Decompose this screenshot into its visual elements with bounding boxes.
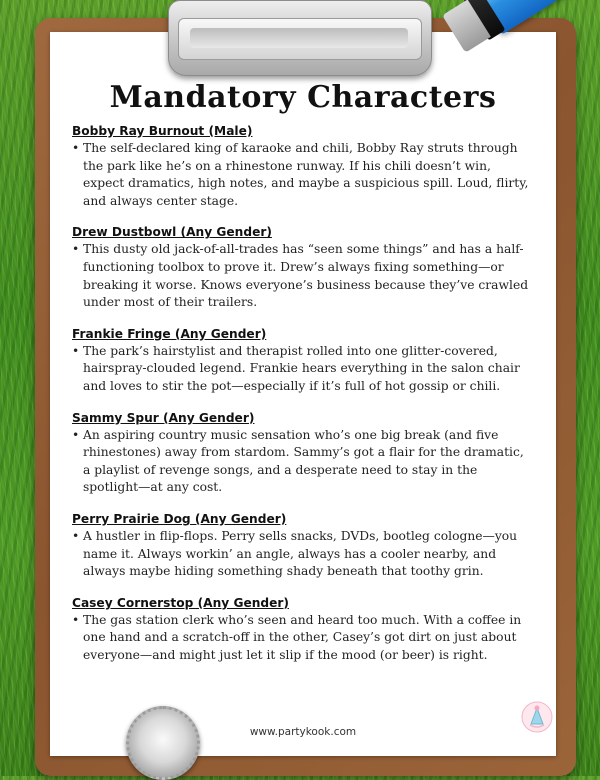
bullet-icon: • xyxy=(72,612,80,627)
clip-slot-inner xyxy=(190,28,408,48)
character-name: Perry Prairie Dog (Any Gender) xyxy=(72,511,287,526)
character-entry xyxy=(72,596,532,665)
character-name: Casey Cornerstop (Any Gender) xyxy=(72,595,289,610)
bullet-icon: • xyxy=(72,427,80,442)
page-title: Mandatory Characters xyxy=(109,80,497,115)
character-description-block xyxy=(72,427,532,497)
character-description-block xyxy=(72,612,532,665)
character-list xyxy=(72,124,532,679)
bottle-cap-icon xyxy=(126,706,200,780)
character-entry xyxy=(72,124,532,210)
character-entry xyxy=(72,327,532,396)
character-description: An aspiring country music sensation who’s one big break (and five rhinestones) away from stardom. Sammy’s got a flair for the dramatic, a playlist of revenge songs, and a desperate need to stay in the spotlight—at any cost. xyxy=(83,427,524,495)
character-description: The park’s hairstylist and therapist rolled into one glitter-covered, hairspray-clouded legend. Frankie hears everything in the salon chair and loves to stir the pot—especially if it’s full of hot gossip or chili. xyxy=(83,343,520,393)
character-entry xyxy=(72,225,532,311)
bullet-icon: • xyxy=(72,528,80,543)
character-description: The self-declared king of karaoke and chili, Bobby Ray struts through the park like he’s on a rhinestone runway. If his chili doesn’t win, expect dramatics, high notes, and maybe a suspicious spill. Loud, flirty, and always center stage. xyxy=(83,141,529,208)
character-name: Frankie Fringe (Any Gender) xyxy=(72,326,267,341)
character-description: This dusty old jack-of-all-trades has “seen some things” and has a half-functioning toolbox to prove it. Drew’s always fixing something—or breaking it worse. Knows everyone’s business because they’ve crawled under most of their trailers. xyxy=(83,242,529,310)
character-name: Drew Dustbowl (Any Gender) xyxy=(72,225,272,240)
footer-url: www.partykook.com xyxy=(249,726,357,738)
character-name: Sammy Spur (Any Gender) xyxy=(72,410,255,425)
character-description: A hustler in flip-flops. Perry sells snacks, DVDs, bootleg cologne—you name it. Always workin’ an angle, always has a cooler nearby, and always maybe hiding something shady beneath that toothy grin. xyxy=(83,528,518,579)
character-description-block xyxy=(72,241,532,311)
character-entry xyxy=(72,411,532,497)
character-description-block xyxy=(72,343,532,396)
character-description-block xyxy=(72,528,532,581)
bullet-icon: • xyxy=(72,343,80,358)
bullet-icon: • xyxy=(72,141,80,155)
character-description: The gas station clerk who’s seen and heard too much. With a coffee in one hand and a scratch-off in the other, Casey’s got dirt on just about everyone—and might just let it slip if the mood (or beer) is right. xyxy=(83,612,522,662)
partykook-logo-icon xyxy=(520,700,554,734)
character-name: Bobby Ray Burnout (Male) xyxy=(72,124,253,138)
character-entry xyxy=(72,512,532,581)
character-description-block xyxy=(72,140,532,210)
bullet-icon: • xyxy=(72,242,80,257)
